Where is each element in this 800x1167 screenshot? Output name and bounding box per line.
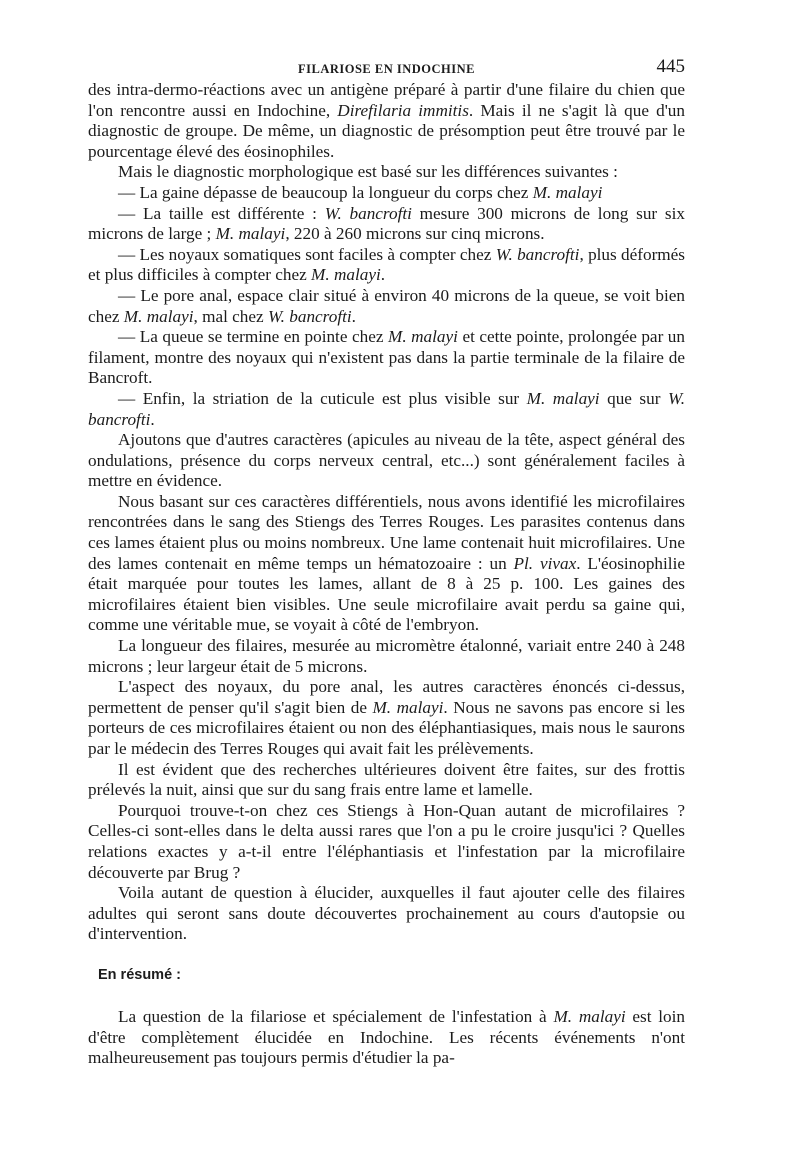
paragraph (88, 183, 685, 204)
paragraph (88, 492, 685, 636)
text-run: mesure 300 microns de long sur six microns de large ; (88, 203, 685, 244)
summary-text (88, 1007, 685, 1069)
italic-term: W. bancrofti (88, 388, 686, 429)
paragraph (88, 430, 685, 492)
italic-term: M. malayi (123, 306, 194, 326)
italic-term: M. malayi (372, 697, 444, 717)
text-run: Pourquoi trouve-t-on chez ces Stiengs à Hon-Quan autant de microfilaires ? Celles-ci sont-elles dans le delta aussi rares que l'on a pu le croire jusqu'ici ? Quelles relations exactes y a-t-il entre l'éléphantiasis et l'infestation par la microfilaire découverte par Brug ? (88, 800, 685, 882)
text-run: . (380, 265, 386, 285)
paragraph (88, 245, 685, 286)
text-run: La longueur des filaires, mesurée au micromètre étalonné, variait entre 240 à 248 microns ; leur largeur était de 5 microns. (88, 636, 685, 676)
text-run: Il est évident que des recherches ultérieures doivent être faites, sur des frottis prélevés la nuit, ainsi que sur du sang frais entre lame et lamelle. (88, 759, 685, 800)
italic-term: M. malayi (311, 265, 381, 285)
text-run: et cette pointe, prolongée par un filament, montre des noyaux qui n'existent pas dans la partie terminale de la filaire de Bancroft. (88, 327, 685, 388)
text-run: — La gaine dépasse de beaucoup la longueur du corps chez (118, 182, 533, 202)
italic-term: W. bancrofti (267, 306, 352, 326)
italic-term: M. malayi (388, 327, 458, 347)
text-run: La question de la filariose et spécialement de l'infestation à (118, 1006, 554, 1026)
text-run: , mal chez (193, 306, 268, 326)
text-run: que sur (599, 388, 668, 408)
text-run: — La queue se termine en pointe chez (118, 327, 388, 347)
text-run: . Mais il ne s'agit là que d'un diagnostic de groupe. De même, un diagnostic de présomption peut être trouvé par le pourcentage élevé des éosinophiles. (88, 100, 685, 161)
text-run: , 220 à 260 microns sur cinq microns. (285, 224, 545, 244)
italic-term: M. malayi (215, 224, 286, 244)
paragraph (88, 883, 685, 945)
paragraph (88, 677, 685, 759)
text-run: Voila autant de question à élucider, auxquelles il faut ajouter celle des filaires adultes qui seront sans doute découvertes prochainement au cours d'autopsie ou d'intervention. (88, 883, 685, 944)
paragraph (88, 760, 685, 801)
paragraph (88, 286, 685, 327)
paragraph (88, 204, 685, 245)
text-run: L'aspect des noyaux, du pore anal, les autres caractères énoncés ci-dessus, permettent de penser qu'il s'agit bien de (88, 677, 685, 717)
italic-term: W. bancrofti (324, 203, 412, 223)
text-run: . (150, 409, 155, 429)
text-run: Ajoutons que d'autres caractères (apicules au niveau de la tête, aspect général des ondulations, présence du corps nerveux central, etc...) sont généralement faciles à mettre en évidence. (88, 430, 685, 491)
italic-term: Pl. vivax (513, 553, 577, 573)
text-run: est loin d'être complètement élucidée en Indochine. Les récents événements n'ont malheureusement pas toujours permis d'étudier la pa- (88, 1006, 685, 1068)
paragraph (88, 801, 685, 883)
text-run: , plus déformés et plus difficiles à compter chez (88, 244, 685, 285)
section-heading: En résumé : (98, 966, 181, 983)
running-head: FILARIOSE EN INDOCHINE (297, 62, 475, 76)
text-run: — Les noyaux somatiques sont faciles à compter chez (118, 244, 496, 264)
italic-term: Direfilaria immitis (337, 100, 469, 120)
text-run: Mais le diagnostic morphologique est basé sur les différences suivantes : (118, 162, 618, 182)
page (88, 52, 685, 1069)
paragraph (88, 327, 685, 389)
italic-term: W. bancrofti (495, 244, 580, 264)
paragraph (88, 162, 685, 183)
paragraph (88, 636, 685, 677)
text-run: — La taille est différente : (118, 203, 325, 223)
text-run: . Nous ne savons pas encore si les porteurs de ces microfilaires étaient ou non des éléphantiasiques, mais nous le saurons par le médecin des Terres Rouges qui avait fait les prélèvements. (88, 697, 685, 758)
italic-term: M. malayi (532, 182, 603, 202)
italic-term: M. malayi (526, 388, 600, 408)
paragraph (88, 389, 685, 430)
body-text (88, 80, 685, 945)
page-number: 445 (656, 56, 685, 77)
text-run: . (351, 306, 356, 326)
paragraph (88, 1007, 685, 1069)
italic-term: M. malayi (553, 1006, 626, 1026)
page-header (88, 52, 685, 80)
paragraph (88, 80, 685, 162)
text-run: Nous basant sur ces caractères différentiels, nous avons identifié les microfilaires rencontrées dans le sang des Stiengs des Terres Rouges. Les parasites contenus dans ces lames étaient plus ou moins nombreux. Une lame contenait huit microfilaires. Une des lames contenait en même temps un hématozoaire : un (88, 491, 685, 573)
text-run: . L'éosinophilie était marquée pour toutes les lames, allant de 8 à 25 p. 100. Les gaines des microfilaires étaient bien visibles. Une seule microfilaire avait perdu sa gaine qui, comme une véritable mue, se voyait à côté de l'embryon. (88, 553, 685, 635)
text-run: — Enfin, la striation de la cuticule est plus visible sur (118, 388, 527, 408)
text-run: des intra-dermo-réactions avec un antigène préparé à partir d'une filaire du chien que l'on rencontre aussi en Indochine, (88, 80, 685, 120)
text-run: — Le pore anal, espace clair situé à environ 40 microns de la queue, se voit bien chez (88, 285, 685, 326)
